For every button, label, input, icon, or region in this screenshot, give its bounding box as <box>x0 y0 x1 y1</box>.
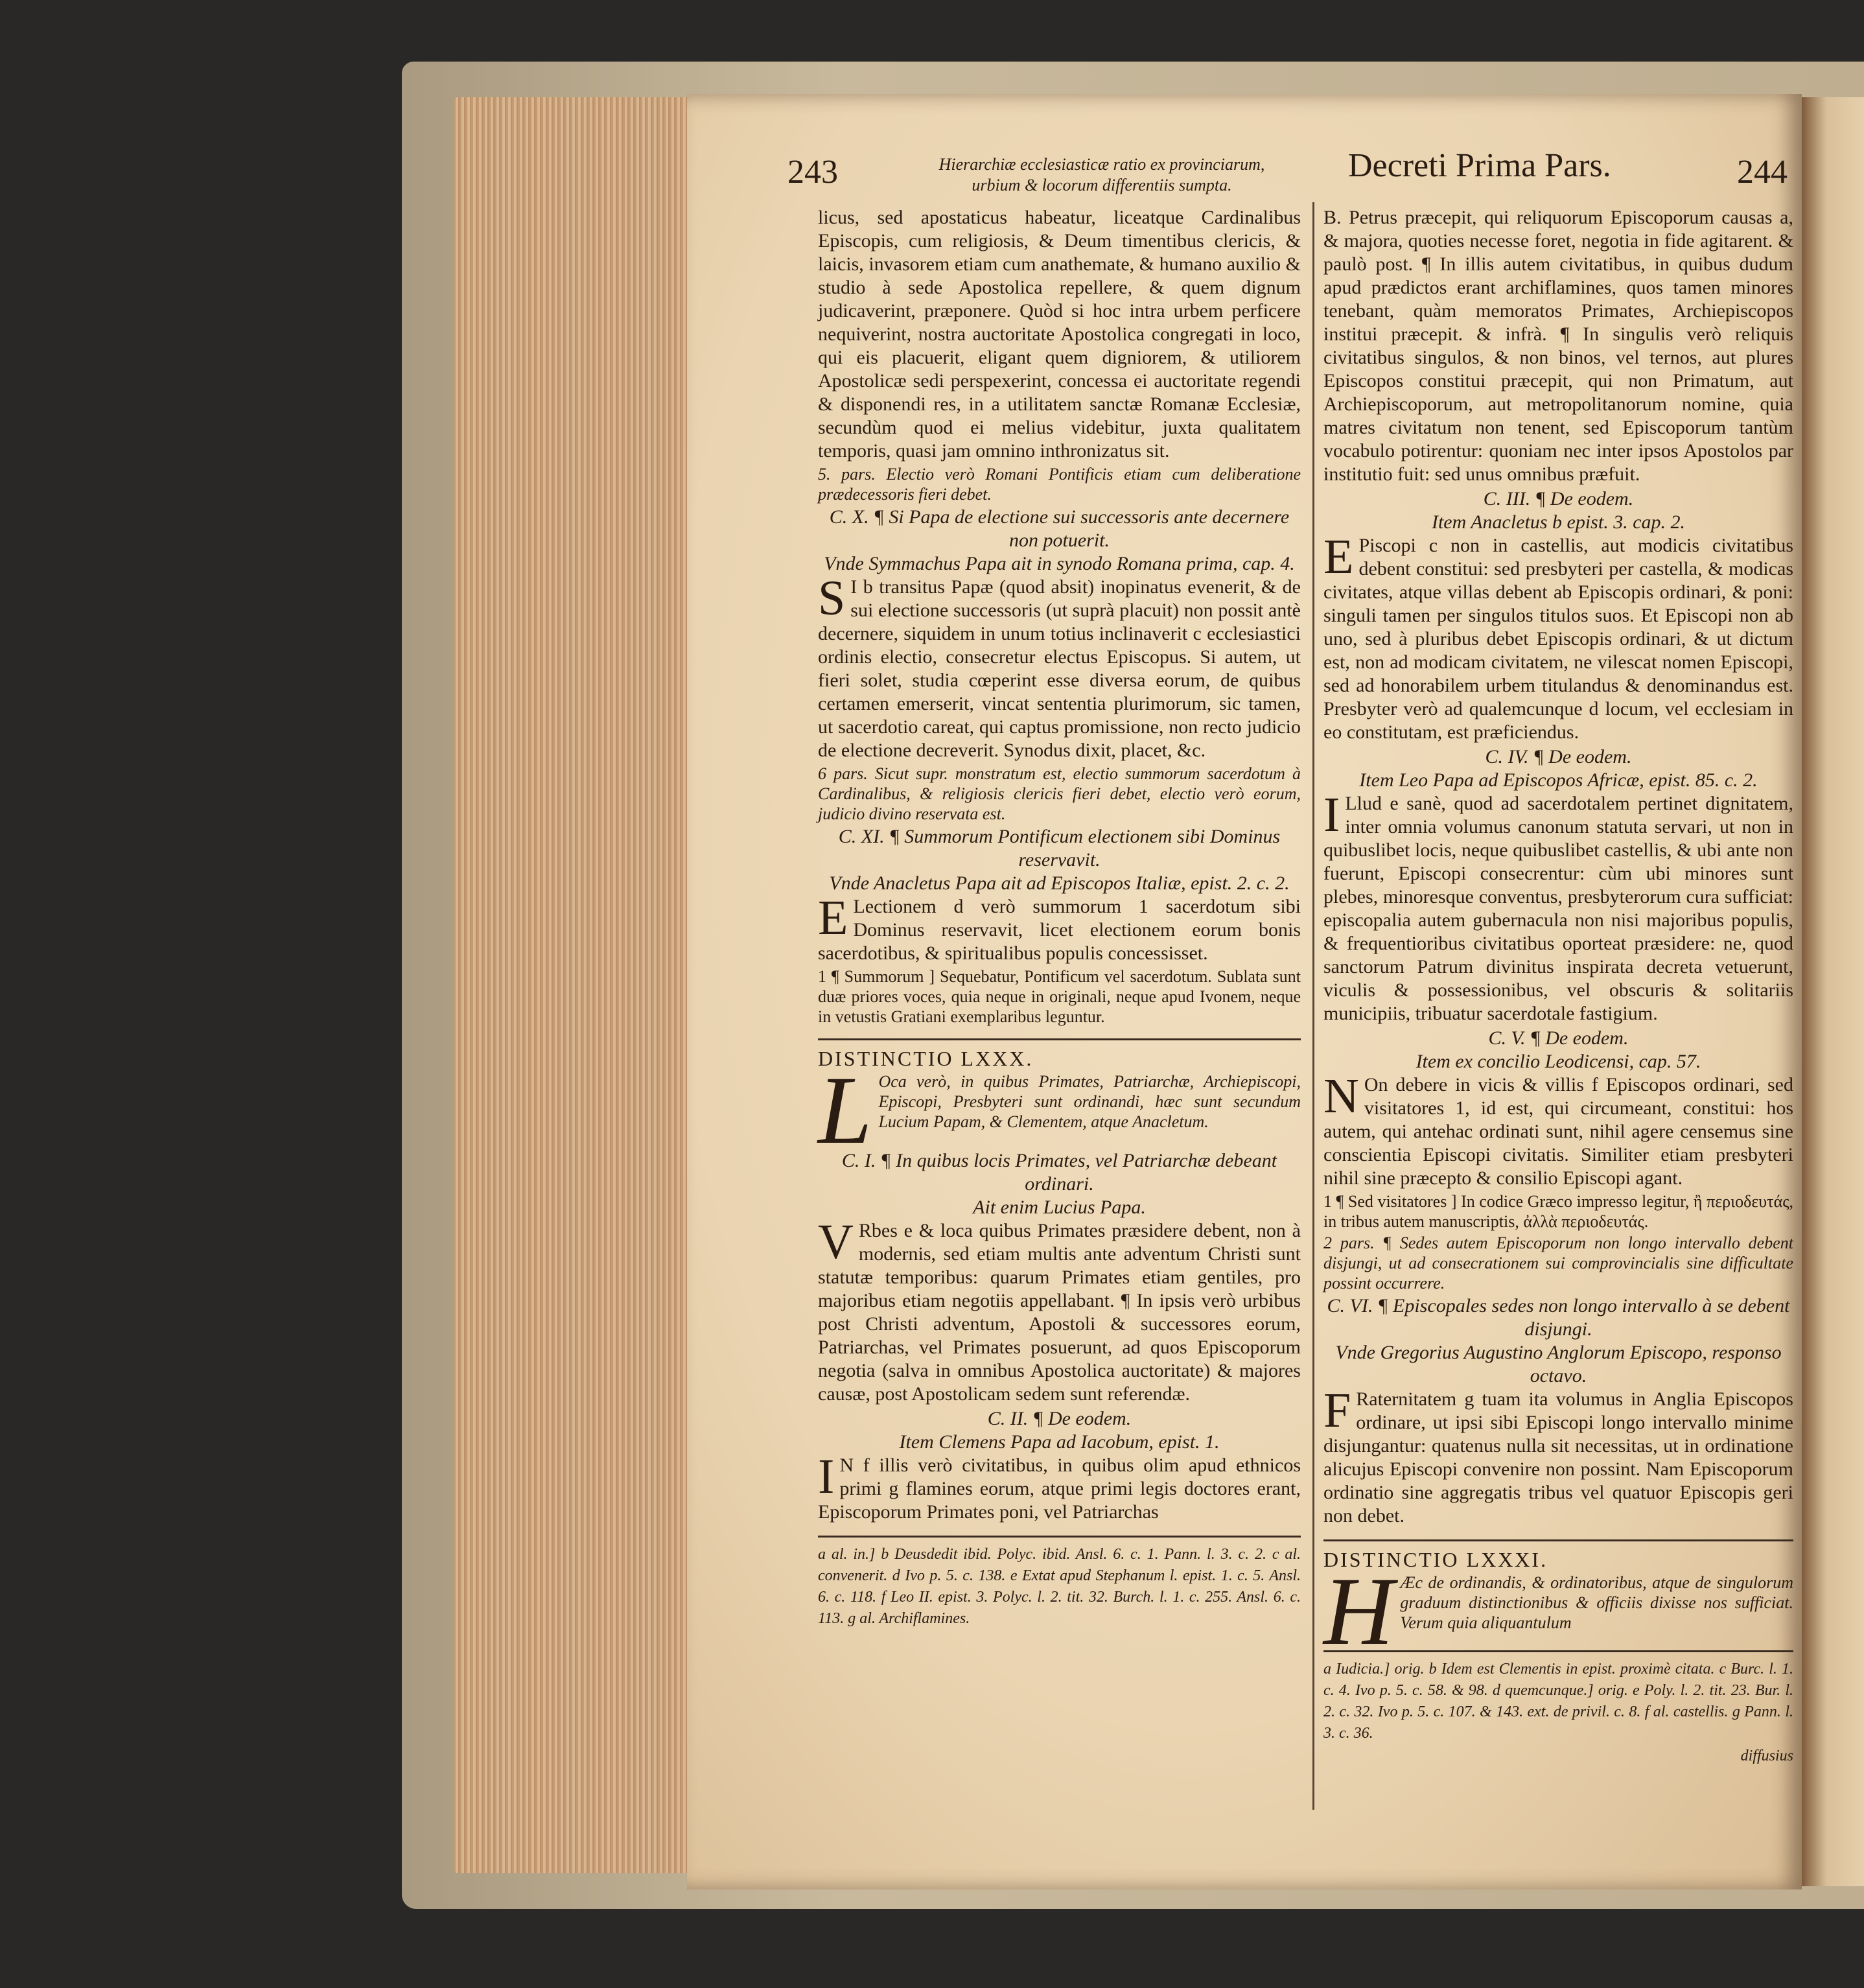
chapter-source: Item Leo Papa ad Episcopos Africæ, epist. 85. c. 2. <box>1359 769 1758 791</box>
paragraph: I N f illis verò civitatibus, in quibus olim apud ethnicos primi g flamines eorum, atque primi legis doctores erant, Episcoporum Primates poni, vel Patriarchas <box>818 1449 1301 1523</box>
chapter-heading: C. X. ¶ Si Papa de electione sui successoris ante decernere non potuerit. <box>829 506 1290 551</box>
paragraph: B. Petrus præcepit, qui reliquorum Episcoporum causas a, & majora, quoties necesse foret, negotia in fide agitarent. & paulò post. ¶ In illis autem civitatibus, in quibus dudum apud prædictos erant archiflamines, quos tamen minores tenebant, quàm memoratos Primates, Archiepiscopos institui præcepit. & infrà. ¶ In singulis verò reliquis civitatibus singulos, & non binos, vel ternos, aut plures Episcopos constitui præcepit, qui non Primatum, aut Archiepiscoporum, aut metropolitanorum nomine, quia matres civitatum non tenent, sed Episcoporum tantùm vocabulo potirentur: quoniam nec inter ipsos Apostolos par institutio fuit: sed unus omnibus præfuit. <box>1323 207 1793 485</box>
drop-cap: F <box>1323 1383 1351 1438</box>
chapter-heading: C. II. ¶ De eodem. <box>987 1408 1132 1429</box>
footnotes: a Iudicia.] orig. b Idem est Clementis in epist. proximè citata. c Burc. l. 1. c. 4. Ivo p. 5. c. 58. & 98. d quemcunque.] orig. e Poly. l. 2. tit. 23. Bur. l. 2. c. 32. Ivo p. 5. c. 107. & 143. ext. de privil. c. 8. f al. castellis. g Pann. l. 3. c. 36. <box>1323 1661 1793 1742</box>
distinctio-intro: L Oca verò, in quibus Primates, Patriarchæ, Archiepiscopi, Episcopi, Presbyteri sunt ordinandi, hæc sunt secundum Lucium Papam, & Clementem, atque Anacletum. <box>818 1057 1301 1164</box>
page-number-right: 244 <box>1737 154 1788 191</box>
chapter-heading: C. XI. ¶ Summorum Pontificum electionem sibi Dominus reservavit. <box>838 826 1281 871</box>
running-head-left: Hierarchiæ ecclesiasticæ ratio ex provinciarum, urbium & locorum differentiis sumpta. <box>938 155 1265 194</box>
column-divider <box>1312 202 1314 1810</box>
drop-cap: I <box>818 1449 835 1504</box>
right-column <box>1323 206 1793 1768</box>
paragraph: S I b transitus Papæ (quod absit) inopinatus evenerit, & de sui electione successoris (ut suprà placuit) non possit antè decernere, siquidem in unum totius inclinaverit c ecclesiastici ordinis electio, consecretur electus Episcopus. Si autem, ut fieri solet, studia cœperint esse diversa eorum, de quibus certamen emerserit, vincat sententia plurimorum, sic tamen, ut sacerdotio careat, qui captus promissione, non recto judicio de electione decreverit. Synodus dixit, placet, &c. <box>818 571 1301 761</box>
chapter-source: Item ex concilio Leodicensi, cap. 57. <box>1415 1051 1701 1072</box>
chapter-heading: C. V. ¶ De eodem. <box>1488 1027 1629 1049</box>
chapter-source: Vnde Anacletus Papa ait ad Episcopos Italiæ, epist. 2. c. 2. <box>829 872 1290 894</box>
drop-cap: E <box>818 891 848 945</box>
page-block-edge <box>454 97 693 1873</box>
chapter-heading: C. IV. ¶ De eodem. <box>1485 746 1632 767</box>
pars-heading: 2 pars. ¶ Sedes autem Episcoporum non longo intervallo debent disjungi, ut ad consecrationem sui comprovincialis sine difficultate possint occurrere. <box>1323 1234 1793 1292</box>
chapter-source: Ait enim Lucius Papa. <box>973 1197 1146 1218</box>
chapter-source: Item Clemens Papa ad Iacobum, epist. 1. <box>899 1431 1220 1453</box>
distinctio-title: DISTINCTIO LXXXI. <box>1323 1548 1548 1571</box>
paragraph: licus, sed apostaticus habeatur, liceatque Cardinalibus Episcopis, cum religiosis, & Deum timentibus clericis, & laicis, invasorem etiam cum anathemate, & humano auxilio & studio à sede Apostolica repellere, & quem dignum judicaverint, præponere. Quòd si hoc intra urbem perficere nequiverint, nostra auctoritate Apostolica congregati in loco, qui eis placuerit, eligant quem digniorem, & utiliorem Apostolicæ sedi perspexerint, concessa ei auctoritate regendi & disponendi res, in a utilitatem sanctæ Romanæ Ecclesiæ, secundùm quod ei melius videbitur, juxta qualitatem temporis, quasi jam omnino inthronizatus sit. <box>818 207 1301 462</box>
chapter-heading: C. III. ¶ De eodem. <box>1483 488 1634 509</box>
pars-heading: 5. pars. Electio verò Romani Pontificis etiam cum deliberatione prædecessoris fieri debet. <box>818 465 1301 504</box>
note: 1 ¶ Sed visitatores ] In codice Græco impresso legitur, ἢ περιοδευτάς, in tribus autem manuscriptis, ἀλλὰ περιοδευτάς. <box>1323 1192 1793 1231</box>
drop-cap: V <box>818 1215 854 1269</box>
chapter-heading: C. VI. ¶ Episcopales sedes non longo intervallo à se debent disjungi. <box>1327 1295 1790 1340</box>
chapter-source: Item Anacletus b epist. 3. cap. 2. <box>1431 511 1686 533</box>
paragraph: I Llud e sanè, quod ad sacerdotalem pertinet dignitatem, inter omnia volumus canonum statuta servari, ut non in quibuslibet locis, neque quibuslibet castellis, & ubi ante non fuerunt, Episcopi consecrentur: cùm ubi minores sunt plebes, minoresque conventus, presbyterorum cura sufficiat: episcopalia autem gubernacula non nisi majoribus populis, & frequentioribus civitatibus oporteat præsidere: ne, quod sanctorum Patrum divinitus inspirata decreta vetuerunt, viculis & possessionibus, vel obscuris & solitariis municipiis, tribuatur sacerdotale fastigium. <box>1323 788 1793 1024</box>
drop-cap: I <box>1323 788 1340 842</box>
paragraph: F Raternitatem g tuam ita volumus in Anglia Episcopos ordinare, ut ipsi sibi Episcopi longo intervallo minime disjungantur: quatenus nulla sit necessitas, ut in ordinatione alicujus Episcopi convenire non possint. Nam Episcoporum ordinatio sine aggregatis tribus vel quatuor Episcopis geri non debet. <box>1323 1383 1793 1526</box>
drop-cap: L <box>818 1057 872 1164</box>
page-number-left: 243 <box>787 154 838 191</box>
left-column <box>818 206 1301 1631</box>
distinctio-title: DISTINCTIO LXXX. <box>818 1047 1034 1070</box>
paragraph: E Piscopi c non in castellis, aut modicis civitatibus debent constitui: sed presbyteri per castella, & modicas civitates, atque villas debent ab Episcopis ordinari, & poni: singuli tamen per singulos titulos suos. Et Episcopi non ab uno, sed à pluribus debet Episcopis ordinari, & ut dictum est, non ad modicam civitatem, ne vilescat nomen Episcopi, sed ad honorabilem urbem titulandus & denominandus est. Presbyter verò ad qualemcunque d locum, vel ecclesiam in eo constitutam, est præficiendus. <box>1323 530 1793 743</box>
chapter-source: Vnde Gregorius Augustino Anglorum Episcopo, responso octavo. <box>1335 1342 1782 1386</box>
note: 1 ¶ Summorum ] Sequebatur, Pontificum vel sacerdotum. Sublata sunt duæ priores voces, quia neque in originali, neque apud Ivonem, neque in vetustis Gratiani exemplaribus leguntur. <box>818 967 1301 1026</box>
drop-cap: H <box>1323 1558 1394 1665</box>
chapter-heading: C. I. ¶ In quibus locis Primates, vel Patriarchæ debeant ordinari. <box>841 1150 1277 1195</box>
paragraph: V Rbes e & loca quibus Primates præsidere debent, non à modernis, sed etiam multis ante adventum Christi sunt statutæ temporibus: quarum Primates etiam gentiles, pro majoribus etiam negotiis appellabant. ¶ In ipsis verò urbibus post Christi adventum, Apostoli & successores eorum, Patriarchas, vel Primates posuerunt, ad quos Episcoporum negotia (salva in omnibus Apostolica auctoritate) & majores causæ, post Apostolicam sedem sunt referendæ. <box>818 1215 1301 1405</box>
catchword: diffusius <box>1740 1748 1793 1764</box>
drop-cap: E <box>1323 530 1354 584</box>
drop-cap: S <box>818 571 846 626</box>
paragraph: N On debere in vicis & villis f Episcopos ordinari, sed visitatores 1, id est, qui circumeant, constitui: hos autem, qui antehac ordinati sunt, nihil agere censemus sine conscientia Episcopi civitatis. Similiter etiam presbyteri nihil sine præcepto & consilio Episcopi agant. <box>1323 1069 1793 1189</box>
chapter-source: Vnde Symmachus Papa ait in synodo Romana prima, cap. 4. <box>824 553 1295 574</box>
drop-cap: N <box>1323 1069 1359 1123</box>
pars-heading: 6 pars. Sicut supr. monstratum est, electio summorum sacerdotum à Cardinalibus, & religiosis clericis fieri debet, electio verò eorum, judicio divino reservata est. <box>818 764 1301 823</box>
distinctio-intro: H Æc de ordinandis, & ordinatoribus, atque de singulorum graduum distinctionibus & officiis dixisse nos sufficiat. Verum quia aliquantulum <box>1323 1558 1793 1665</box>
paragraph: E Lectionem d verò summorum 1 sacerdotum sibi Dominus reservavit, licet electionem eorum bonis sacerdotibus, & spiritualibus populis concessisset. <box>818 891 1301 964</box>
footnotes: a al. in.] b Deusdedit ibid. Polyc. ibid. Ansl. 6. c. 1. Pann. l. 3. c. 2. c al. convenerit. d Ivo p. 5. c. 138. e Extat apud Stephanum l. epist. 1. c. 5. Ansl. 6. c. 118. f Leo II. epist. 3. Polyc. l. 2. tit. 32. Burch. l. 1. c. 255. Ansl. 6. c. 113. g al. Archiflamines. <box>818 1546 1301 1627</box>
footnote-rule <box>818 1536 1301 1538</box>
section-rule <box>818 1038 1301 1040</box>
facing-page-edge <box>1802 97 1864 1886</box>
section-rule <box>1323 1539 1793 1541</box>
running-head-right: Decreti Prima Pars. <box>1348 147 1611 184</box>
footnote-rule <box>1323 1650 1793 1652</box>
